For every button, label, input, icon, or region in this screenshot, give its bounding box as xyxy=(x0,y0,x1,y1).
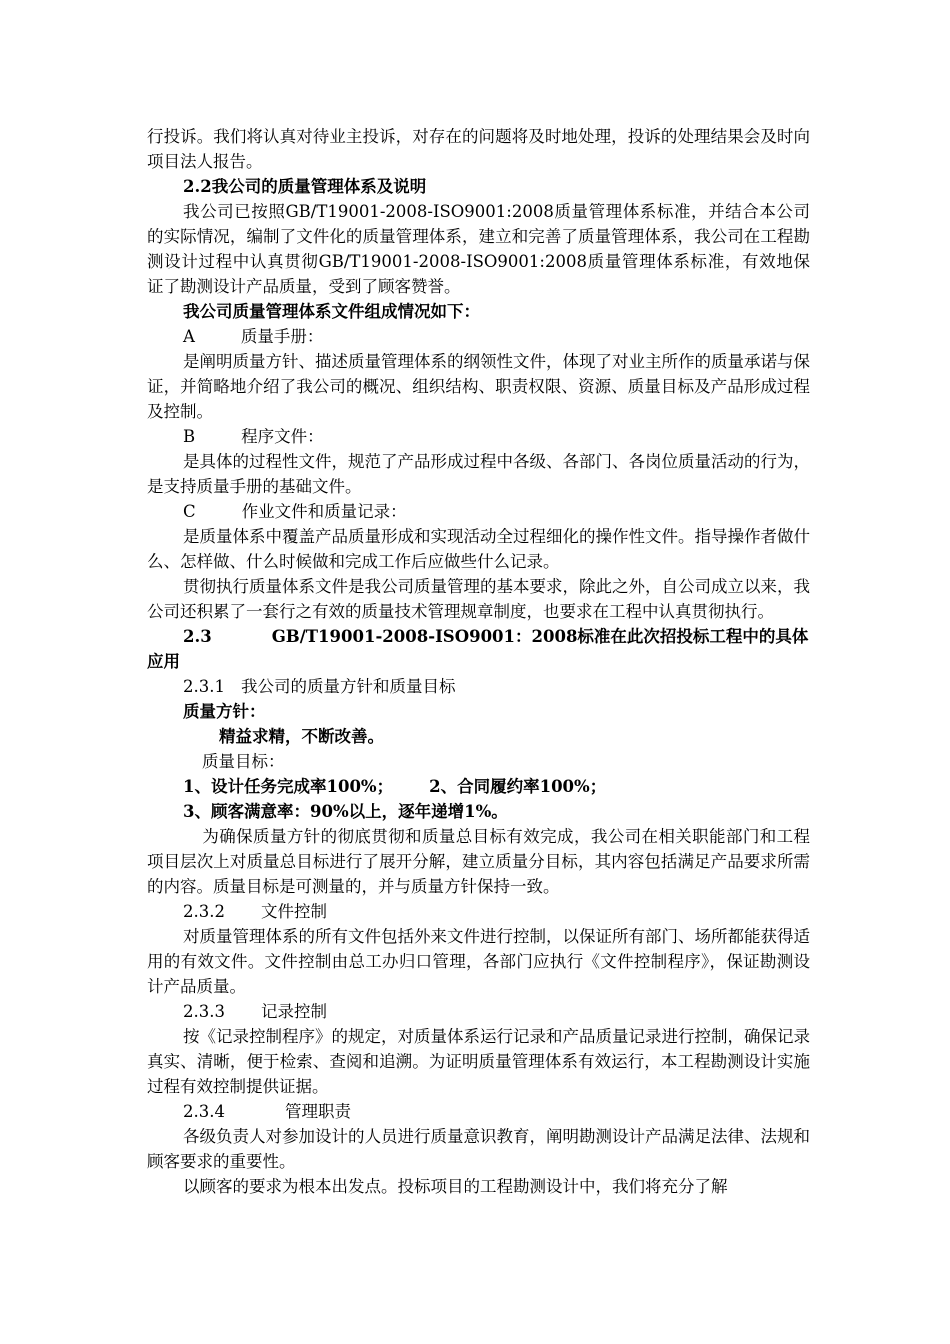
item-b-title: 程序文件： xyxy=(241,427,324,446)
subsection-2-3-1-number: 2.3.1 xyxy=(183,677,225,696)
item-c-letter: C xyxy=(183,502,196,521)
paragraph-goal-breakdown-text: 为确保质量方针的彻底贯彻和质量总目标有效完成，我公司在相关职能部门和工程项目层次上对质量总目标进行了展开分解，建立质量分目标，其内容包括满足产品要求所需的内容。质量目标是可测量的，并与质量方针保持一致。 xyxy=(147,827,810,896)
document-body xyxy=(147,124,810,1199)
heading-qms-composition: 我公司质量管理体系文件组成情况如下： xyxy=(183,302,480,321)
item-c-heading xyxy=(147,499,810,524)
goal-customer-satisfaction: 3、顾客满意率：90%以上，逐年递增1%。 xyxy=(183,802,508,821)
section-2-3-title: GB/T19001-2008-ISO9001：2008标准在此次招投标工程中的具体应用 xyxy=(147,627,809,671)
quality-policy-text: 精益求精，不断改善。 xyxy=(219,727,384,746)
section-heading-2-3 xyxy=(147,624,810,674)
item-c-body: 是质量体系中覆盖产品质量形成和实现活动全过程细化的操作性文件。指导操作者做什么、怎样做、什么时候做和完成工作后应做些什么记录。 xyxy=(147,527,810,571)
item-b-letter: B xyxy=(183,427,196,446)
subsection-2-3-1-title: 我公司的质量方针和质量目标 xyxy=(240,677,456,696)
paragraph-customer-focus: 以顾客的要求为根本出发点。投标项目的工程勘测设计中，我们将充分了解 xyxy=(183,1177,728,1196)
paragraph-document-control: 对质量管理体系的所有文件包括外来文件进行控制，以保证所有部门、场所都能获得适用的有效文件。文件控制由总工办归口管理，各部门应执行《文件控制程序》，保证勘测设计产品质量。 xyxy=(147,927,810,996)
quality-goal-line-1 xyxy=(147,774,810,799)
subsection-2-3-3-number: 2.3.3 xyxy=(183,1002,225,1021)
paragraph-qms-intro: 我公司已按照GB/T19001-2008-ISO9001:2008质量管理体系标准，并结合本公司的实际情况，编制了文件化的质量管理体系，建立和完善了质量管理体系，我公司在工程勘测设计过程中认真贯彻GB/T19001-2008-ISO9001:2008质量管理体系标准，有效地保证了勘测设计产品质量，受到了顾客赞誉。 xyxy=(147,202,810,296)
subsection-heading-2-3-1 xyxy=(147,674,810,699)
subsection-2-3-3-title: 记录控制 xyxy=(260,1002,327,1021)
goal-design-completion: 1、设计任务完成率100%； xyxy=(183,777,394,796)
subsection-2-3-4-title: 管理职责 xyxy=(284,1102,351,1121)
subsection-heading-2-3-2 xyxy=(147,899,810,924)
paragraph-management-responsibility: 各级负责人对参加设计的人员进行质量意识教育，阐明勘测设计产品满足法律、法规和顾客要求的重要性。 xyxy=(147,1127,810,1171)
item-b-body: 是具体的过程性文件，规范了产品形成过程中各级、各部门、各岗位质量活动的行为，是支持质量手册的基础文件。 xyxy=(147,452,810,496)
item-b-heading xyxy=(147,424,810,449)
section-heading-2-2: 2.2我公司的质量管理体系及说明 xyxy=(183,177,427,196)
subsection-heading-2-3-4 xyxy=(147,1099,810,1124)
subsection-2-3-2-number: 2.3.2 xyxy=(183,902,225,921)
item-a-title: 质量手册： xyxy=(240,327,324,346)
subsection-2-3-2-title: 文件控制 xyxy=(260,902,327,921)
goal-contract-fulfillment: 2、合同履约率100%； xyxy=(429,777,607,796)
quality-goal-label: 质量目标： xyxy=(202,752,285,771)
paragraph-implementation: 贯彻执行质量体系文件是我公司质量管理的基本要求，除此之外，自公司成立以来，我公司还积累了一套行之有效的质量技术管理规章制度，也要求在工程中认真贯彻执行。 xyxy=(147,577,810,621)
item-c-title: 作业文件和质量记录： xyxy=(241,502,407,521)
item-a-letter: A xyxy=(183,327,195,346)
paragraph-goal-breakdown xyxy=(147,824,810,899)
item-a-body: 是阐明质量方针、描述质量管理体系的纲领性文件，体现了对业主所作的质量承诺与保证，并简略地介绍了我公司的概况、组织结构、职责权限、资源、质量目标及产品形成过程及控制。 xyxy=(147,352,810,421)
quality-policy-label: 质量方针： xyxy=(183,702,266,721)
subsection-heading-2-3-3 xyxy=(147,999,810,1024)
item-a-heading xyxy=(147,324,810,349)
subsection-2-3-4-number: 2.3.4 xyxy=(183,1102,225,1121)
paragraph-record-control: 按《记录控制程序》的规定，对质量体系运行记录和产品质量记录进行控制，确保记录真实、清晰，便于检索、查阅和追溯。为证明质量管理体系有效运行，本工程勘测设计实施过程有效控制提供证据。 xyxy=(147,1027,810,1096)
paragraph-complaint-continuation: 行投诉。我们将认真对待业主投诉，对存在的问题将及时地处理，投诉的处理结果会及时向项目法人报告。 xyxy=(147,127,810,171)
section-2-3-number: 2.3 xyxy=(183,627,212,646)
